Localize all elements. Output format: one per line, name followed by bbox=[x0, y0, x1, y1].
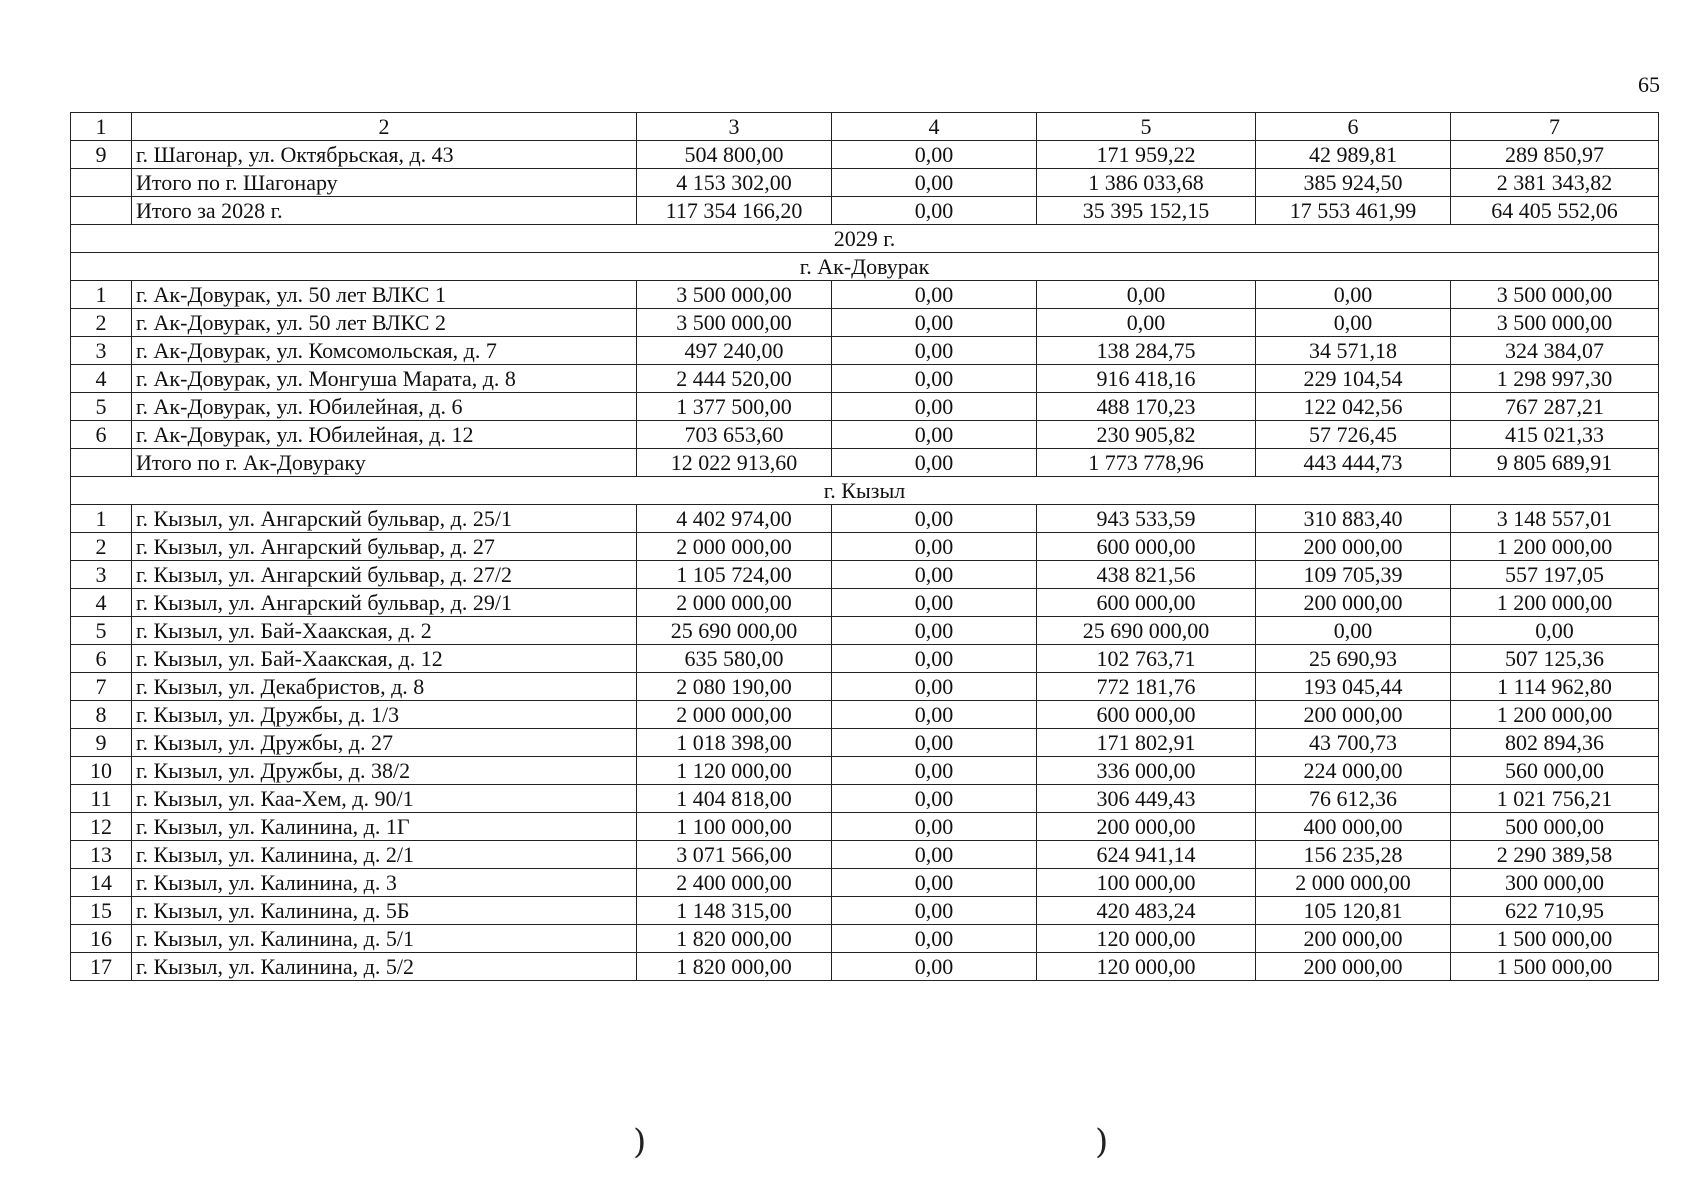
col7-cell: 1 200 000,00 bbox=[1451, 589, 1659, 617]
address-cell: г. Кызыл, ул. Дружбы, д. 1/3 bbox=[132, 701, 637, 729]
total-cost-cell: 2 444 520,00 bbox=[637, 365, 832, 393]
total-cost-cell: 1 105 724,00 bbox=[637, 561, 832, 589]
col7-cell: 1 298 997,30 bbox=[1451, 365, 1659, 393]
address-cell: г. Кызыл, ул. Калинина, д. 5/1 bbox=[132, 925, 637, 953]
col5-cell: 120 000,00 bbox=[1037, 925, 1256, 953]
row-number: 6 bbox=[71, 645, 132, 673]
total-cost-cell: 4 153 302,00 bbox=[637, 169, 832, 197]
col7-cell: 64 405 552,06 bbox=[1451, 197, 1659, 225]
col5-cell: 0,00 bbox=[1037, 309, 1256, 337]
row-number: 11 bbox=[71, 785, 132, 813]
row-number: 16 bbox=[71, 925, 132, 953]
col7-cell: 802 894,36 bbox=[1451, 729, 1659, 757]
total-cost-cell: 4 402 974,00 bbox=[637, 505, 832, 533]
address-cell: г. Кызыл, ул. Дружбы, д. 27 bbox=[132, 729, 637, 757]
column-number-row bbox=[71, 113, 1659, 141]
col5-cell: 1 386 033,68 bbox=[1037, 169, 1256, 197]
table-row bbox=[71, 645, 1659, 673]
col6-cell: 200 000,00 bbox=[1256, 953, 1451, 981]
address-cell: г. Кызыл, ул. Дружбы, д. 38/2 bbox=[132, 757, 637, 785]
row-number: 4 bbox=[71, 589, 132, 617]
row-number: 6 bbox=[71, 421, 132, 449]
row-number: 9 bbox=[71, 141, 132, 169]
col4-cell: 0,00 bbox=[832, 925, 1037, 953]
address-cell: г. Кызыл, ул. Калинина, д. 5Б bbox=[132, 897, 637, 925]
address-cell: г. Ак-Довурак, ул. Комсомольская, д. 7 bbox=[132, 337, 637, 365]
total-cost-cell: 1 820 000,00 bbox=[637, 925, 832, 953]
col7-cell: 557 197,05 bbox=[1451, 561, 1659, 589]
col4-cell: 0,00 bbox=[832, 841, 1037, 869]
address-cell: г. Кызыл, ул. Бай-Хаакская, д. 2 bbox=[132, 617, 637, 645]
column-number: 4 bbox=[832, 113, 1037, 141]
row-number: 8 bbox=[71, 701, 132, 729]
col4-cell: 0,00 bbox=[832, 309, 1037, 337]
total-cost-cell: 12 022 913,60 bbox=[637, 449, 832, 477]
col7-cell: 3 500 000,00 bbox=[1451, 309, 1659, 337]
total-cost-cell: 635 580,00 bbox=[637, 645, 832, 673]
total-cost-cell: 2 000 000,00 bbox=[637, 589, 832, 617]
col6-cell: 385 924,50 bbox=[1256, 169, 1451, 197]
table-row bbox=[71, 337, 1659, 365]
table-row bbox=[71, 393, 1659, 421]
address-cell: г. Кызыл, ул. Декабристов, д. 8 bbox=[132, 673, 637, 701]
col5-cell: 1 773 778,96 bbox=[1037, 449, 1256, 477]
address-cell: г. Ак-Довурак, ул. 50 лет ВЛКС 1 bbox=[132, 281, 637, 309]
row-number: 14 bbox=[71, 869, 132, 897]
row-number: 9 bbox=[71, 729, 132, 757]
section-header-row bbox=[71, 225, 1659, 253]
col7-cell: 1 200 000,00 bbox=[1451, 701, 1659, 729]
address-cell: г. Шагонар, ул. Октябрьская, д. 43 bbox=[132, 141, 637, 169]
col7-cell: 1 021 756,21 bbox=[1451, 785, 1659, 813]
table-row bbox=[71, 169, 1659, 197]
col5-cell: 171 802,91 bbox=[1037, 729, 1256, 757]
col4-cell: 0,00 bbox=[832, 589, 1037, 617]
col4-cell: 0,00 bbox=[832, 701, 1037, 729]
table-row bbox=[71, 925, 1659, 953]
total-cost-cell: 2 000 000,00 bbox=[637, 533, 832, 561]
col6-cell: 156 235,28 bbox=[1256, 841, 1451, 869]
total-cost-cell: 497 240,00 bbox=[637, 337, 832, 365]
table-row bbox=[71, 197, 1659, 225]
col5-cell: 102 763,71 bbox=[1037, 645, 1256, 673]
column-number: 3 bbox=[637, 113, 832, 141]
row-number: 13 bbox=[71, 841, 132, 869]
col5-cell: 943 533,59 bbox=[1037, 505, 1256, 533]
col4-cell: 0,00 bbox=[832, 897, 1037, 925]
table-row bbox=[71, 701, 1659, 729]
table-row bbox=[71, 897, 1659, 925]
col7-cell: 1 200 000,00 bbox=[1451, 533, 1659, 561]
col7-cell: 289 850,97 bbox=[1451, 141, 1659, 169]
table-row bbox=[71, 533, 1659, 561]
table-body bbox=[71, 113, 1659, 981]
row-number: 2 bbox=[71, 533, 132, 561]
col5-cell: 25 690 000,00 bbox=[1037, 617, 1256, 645]
row-number: 7 bbox=[71, 673, 132, 701]
col7-cell: 3 500 000,00 bbox=[1451, 281, 1659, 309]
col5-cell: 230 905,82 bbox=[1037, 421, 1256, 449]
col5-cell: 138 284,75 bbox=[1037, 337, 1256, 365]
address-cell: г. Кызыл, ул. Калинина, д. 5/2 bbox=[132, 953, 637, 981]
row-number: 4 bbox=[71, 365, 132, 393]
table-row bbox=[71, 729, 1659, 757]
col5-cell: 336 000,00 bbox=[1037, 757, 1256, 785]
col4-cell: 0,00 bbox=[832, 337, 1037, 365]
col5-cell: 600 000,00 bbox=[1037, 533, 1256, 561]
row-number: 12 bbox=[71, 813, 132, 841]
handwritten-mark: ) bbox=[1095, 1122, 1109, 1162]
col5-cell: 624 941,14 bbox=[1037, 841, 1256, 869]
col6-cell: 57 726,45 bbox=[1256, 421, 1451, 449]
table-row bbox=[71, 953, 1659, 981]
total-cost-cell: 3 500 000,00 bbox=[637, 309, 832, 337]
total-cost-cell: 504 800,00 bbox=[637, 141, 832, 169]
table-row bbox=[71, 449, 1659, 477]
page-number: 65 bbox=[1638, 72, 1660, 97]
col6-cell: 105 120,81 bbox=[1256, 897, 1451, 925]
col5-cell: 438 821,56 bbox=[1037, 561, 1256, 589]
col4-cell: 0,00 bbox=[832, 869, 1037, 897]
col7-cell: 1 500 000,00 bbox=[1451, 925, 1659, 953]
col6-cell: 122 042,56 bbox=[1256, 393, 1451, 421]
column-number: 1 bbox=[71, 113, 132, 141]
col6-cell: 17 553 461,99 bbox=[1256, 197, 1451, 225]
col7-cell: 622 710,95 bbox=[1451, 897, 1659, 925]
total-cost-cell: 3 071 566,00 bbox=[637, 841, 832, 869]
address-cell: г. Кызыл, ул. Ангарский бульвар, д. 27 bbox=[132, 533, 637, 561]
address-cell: г. Кызыл, ул. Калинина, д. 1Г bbox=[132, 813, 637, 841]
total-cost-cell: 703 653,60 bbox=[637, 421, 832, 449]
table-row bbox=[71, 141, 1659, 169]
col6-cell: 0,00 bbox=[1256, 309, 1451, 337]
address-cell: Итого по г. Шагонару bbox=[132, 169, 637, 197]
section-title: 2029 г. bbox=[71, 225, 1659, 253]
col4-cell: 0,00 bbox=[832, 533, 1037, 561]
col4-cell: 0,00 bbox=[832, 421, 1037, 449]
col6-cell: 0,00 bbox=[1256, 281, 1451, 309]
total-cost-cell: 1 820 000,00 bbox=[637, 953, 832, 981]
section-header-row bbox=[71, 477, 1659, 505]
col4-cell: 0,00 bbox=[832, 785, 1037, 813]
row-number: 3 bbox=[71, 337, 132, 365]
row-number: 5 bbox=[71, 393, 132, 421]
address-cell: г. Кызыл, ул. Калинина, д. 3 bbox=[132, 869, 637, 897]
address-cell: г. Ак-Довурак, ул. 50 лет ВЛКС 2 bbox=[132, 309, 637, 337]
total-cost-cell: 1 148 315,00 bbox=[637, 897, 832, 925]
col6-cell: 42 989,81 bbox=[1256, 141, 1451, 169]
col4-cell: 0,00 bbox=[832, 617, 1037, 645]
table-row bbox=[71, 505, 1659, 533]
col7-cell: 300 000,00 bbox=[1451, 869, 1659, 897]
col4-cell: 0,00 bbox=[832, 169, 1037, 197]
col5-cell: 0,00 bbox=[1037, 281, 1256, 309]
col6-cell: 109 705,39 bbox=[1256, 561, 1451, 589]
row-number: 10 bbox=[71, 757, 132, 785]
col4-cell: 0,00 bbox=[832, 449, 1037, 477]
total-cost-cell: 2 400 000,00 bbox=[637, 869, 832, 897]
address-cell: г. Кызыл, ул. Ангарский бульвар, д. 27/2 bbox=[132, 561, 637, 589]
col4-cell: 0,00 bbox=[832, 645, 1037, 673]
address-cell: г. Кызыл, ул. Ангарский бульвар, д. 25/1 bbox=[132, 505, 637, 533]
table-row bbox=[71, 841, 1659, 869]
col6-cell: 400 000,00 bbox=[1256, 813, 1451, 841]
col6-cell: 43 700,73 bbox=[1256, 729, 1451, 757]
col7-cell: 560 000,00 bbox=[1451, 757, 1659, 785]
row-number: 1 bbox=[71, 281, 132, 309]
col4-cell: 0,00 bbox=[832, 953, 1037, 981]
column-number: 7 bbox=[1451, 113, 1659, 141]
row-number: 2 bbox=[71, 309, 132, 337]
table-row bbox=[71, 561, 1659, 589]
address-cell: г. Кызыл, ул. Каа-Хем, д. 90/1 bbox=[132, 785, 637, 813]
address-cell: г. Кызыл, ул. Калинина, д. 2/1 bbox=[132, 841, 637, 869]
col6-cell: 25 690,93 bbox=[1256, 645, 1451, 673]
col5-cell: 600 000,00 bbox=[1037, 589, 1256, 617]
table-row bbox=[71, 365, 1659, 393]
row-number: 5 bbox=[71, 617, 132, 645]
col7-cell: 507 125,36 bbox=[1451, 645, 1659, 673]
total-cost-cell: 2 080 190,00 bbox=[637, 673, 832, 701]
col6-cell: 200 000,00 bbox=[1256, 589, 1451, 617]
col7-cell: 2 381 343,82 bbox=[1451, 169, 1659, 197]
address-cell: г. Кызыл, ул. Бай-Хаакская, д. 12 bbox=[132, 645, 637, 673]
col6-cell: 200 000,00 bbox=[1256, 925, 1451, 953]
col5-cell: 200 000,00 bbox=[1037, 813, 1256, 841]
address-cell: г. Кызыл, ул. Ангарский бульвар, д. 29/1 bbox=[132, 589, 637, 617]
col6-cell: 2 000 000,00 bbox=[1256, 869, 1451, 897]
col5-cell: 171 959,22 bbox=[1037, 141, 1256, 169]
address-cell: Итого по г. Ак-Довураку bbox=[132, 449, 637, 477]
total-cost-cell: 3 500 000,00 bbox=[637, 281, 832, 309]
row-number: 15 bbox=[71, 897, 132, 925]
data-table bbox=[70, 112, 1659, 981]
total-cost-cell: 117 354 166,20 bbox=[637, 197, 832, 225]
col7-cell: 2 290 389,58 bbox=[1451, 841, 1659, 869]
col6-cell: 0,00 bbox=[1256, 617, 1451, 645]
total-cost-cell: 1 404 818,00 bbox=[637, 785, 832, 813]
col7-cell: 324 384,07 bbox=[1451, 337, 1659, 365]
col7-cell: 500 000,00 bbox=[1451, 813, 1659, 841]
col6-cell: 229 104,54 bbox=[1256, 365, 1451, 393]
table-row bbox=[71, 589, 1659, 617]
table-row bbox=[71, 421, 1659, 449]
row-number: 1 bbox=[71, 505, 132, 533]
column-number: 2 bbox=[132, 113, 637, 141]
col4-cell: 0,00 bbox=[832, 365, 1037, 393]
col5-cell: 600 000,00 bbox=[1037, 701, 1256, 729]
col4-cell: 0,00 bbox=[832, 393, 1037, 421]
section-title: г. Кызыл bbox=[71, 477, 1659, 505]
total-cost-cell: 1 018 398,00 bbox=[637, 729, 832, 757]
address-cell: г. Ак-Довурак, ул. Юбилейная, д. 12 bbox=[132, 421, 637, 449]
col7-cell: 9 805 689,91 bbox=[1451, 449, 1659, 477]
col4-cell: 0,00 bbox=[832, 813, 1037, 841]
address-cell: Итого за 2028 г. bbox=[132, 197, 637, 225]
row-number: 3 bbox=[71, 561, 132, 589]
col4-cell: 0,00 bbox=[832, 757, 1037, 785]
col4-cell: 0,00 bbox=[832, 505, 1037, 533]
row-number: 17 bbox=[71, 953, 132, 981]
col6-cell: 200 000,00 bbox=[1256, 533, 1451, 561]
total-cost-cell: 2 000 000,00 bbox=[637, 701, 832, 729]
table-row bbox=[71, 785, 1659, 813]
col5-cell: 772 181,76 bbox=[1037, 673, 1256, 701]
col4-cell: 0,00 bbox=[832, 729, 1037, 757]
address-cell: г. Ак-Довурак, ул. Монгуша Марата, д. 8 bbox=[132, 365, 637, 393]
col4-cell: 0,00 bbox=[832, 141, 1037, 169]
col6-cell: 193 045,44 bbox=[1256, 673, 1451, 701]
col5-cell: 916 418,16 bbox=[1037, 365, 1256, 393]
col5-cell: 306 449,43 bbox=[1037, 785, 1256, 813]
table-row bbox=[71, 869, 1659, 897]
column-number: 5 bbox=[1037, 113, 1256, 141]
address-cell: г. Ак-Довурак, ул. Юбилейная, д. 6 bbox=[132, 393, 637, 421]
row-number bbox=[71, 449, 132, 477]
col6-cell: 443 444,73 bbox=[1256, 449, 1451, 477]
col7-cell: 3 148 557,01 bbox=[1451, 505, 1659, 533]
col5-cell: 120 000,00 bbox=[1037, 953, 1256, 981]
col7-cell: 1 114 962,80 bbox=[1451, 673, 1659, 701]
col4-cell: 0,00 bbox=[832, 561, 1037, 589]
table-row bbox=[71, 617, 1659, 645]
table-row bbox=[71, 281, 1659, 309]
col6-cell: 200 000,00 bbox=[1256, 701, 1451, 729]
total-cost-cell: 1 100 000,00 bbox=[637, 813, 832, 841]
row-number bbox=[71, 169, 132, 197]
row-number bbox=[71, 197, 132, 225]
col4-cell: 0,00 bbox=[832, 673, 1037, 701]
handwritten-mark: ) bbox=[633, 1122, 647, 1162]
total-cost-cell: 1 120 000,00 bbox=[637, 757, 832, 785]
table-row bbox=[71, 309, 1659, 337]
col7-cell: 0,00 bbox=[1451, 617, 1659, 645]
col6-cell: 224 000,00 bbox=[1256, 757, 1451, 785]
column-number: 6 bbox=[1256, 113, 1451, 141]
col5-cell: 100 000,00 bbox=[1037, 869, 1256, 897]
section-title: г. Ак-Довурак bbox=[71, 253, 1659, 281]
table-row bbox=[71, 813, 1659, 841]
col5-cell: 35 395 152,15 bbox=[1037, 197, 1256, 225]
table-row bbox=[71, 757, 1659, 785]
col4-cell: 0,00 bbox=[832, 281, 1037, 309]
total-cost-cell: 1 377 500,00 bbox=[637, 393, 832, 421]
col7-cell: 415 021,33 bbox=[1451, 421, 1659, 449]
col5-cell: 488 170,23 bbox=[1037, 393, 1256, 421]
section-header-row bbox=[71, 253, 1659, 281]
col7-cell: 1 500 000,00 bbox=[1451, 953, 1659, 981]
col6-cell: 310 883,40 bbox=[1256, 505, 1451, 533]
col4-cell: 0,00 bbox=[832, 197, 1037, 225]
col5-cell: 420 483,24 bbox=[1037, 897, 1256, 925]
col7-cell: 767 287,21 bbox=[1451, 393, 1659, 421]
col6-cell: 76 612,36 bbox=[1256, 785, 1451, 813]
total-cost-cell: 25 690 000,00 bbox=[637, 617, 832, 645]
table-row bbox=[71, 673, 1659, 701]
col6-cell: 34 571,18 bbox=[1256, 337, 1451, 365]
